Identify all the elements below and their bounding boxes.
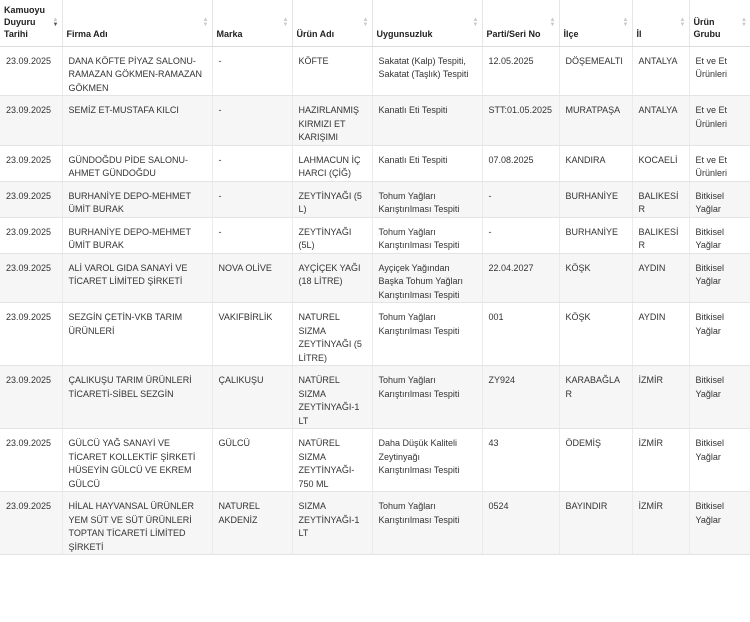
- cell-district: KANDIRA: [559, 145, 632, 181]
- cell-announcement-date: 23.09.2025: [0, 145, 62, 181]
- cell-nonconformity: Kanatlı Eti Tespiti: [372, 145, 482, 181]
- cell-product-group: Et ve Et Ürünleri: [689, 46, 750, 96]
- column-header-label: Uygunsuzluk: [376, 28, 433, 39]
- cell-brand: NATUREL AKDENİZ: [212, 492, 292, 555]
- table-row: [0, 303, 750, 366]
- cell-batch-no: 12.05.2025: [482, 46, 559, 96]
- column-header-label: Marka: [216, 28, 243, 39]
- cell-district: BURHANİYE: [559, 217, 632, 253]
- cell-batch-no: ZY924: [482, 366, 559, 429]
- column-header-label: Ürün Adı: [296, 28, 335, 39]
- cell-product-name: ZEYTİNYAĞI (5 L): [292, 181, 372, 217]
- cell-batch-no: -: [482, 217, 559, 253]
- cell-company-name: DANA KÖFTE PİYAZ SALONU-RAMAZAN GÖKMEN-RAMAZAN GÖKMEN: [62, 46, 212, 96]
- cell-batch-no: 43: [482, 429, 559, 492]
- column-header-announcement-date[interactable]: [0, 0, 62, 46]
- cell-nonconformity: Tohum Yağları Karıştırılması Tespiti: [372, 303, 482, 366]
- cell-nonconformity: Tohum Yağları Karıştırılması Tespiti: [372, 366, 482, 429]
- cell-announcement-date: 23.09.2025: [0, 303, 62, 366]
- cell-brand: ÇALIKUŞU: [212, 366, 292, 429]
- cell-batch-no: 0524: [482, 492, 559, 555]
- cell-product-group: Et ve Et Ürünleri: [689, 145, 750, 181]
- table-row: [0, 492, 750, 555]
- cell-batch-no: 22.04.2027: [482, 253, 559, 303]
- cell-product-group: Bitkisel Yağlar: [689, 217, 750, 253]
- column-header-label: Ürün Grubu: [693, 16, 721, 39]
- column-header-province[interactable]: [632, 0, 689, 46]
- cell-product-group: Bitkisel Yağlar: [689, 366, 750, 429]
- cell-announcement-date: 23.09.2025: [0, 492, 62, 555]
- sort-icon[interactable]: ▲ ▼: [679, 17, 686, 28]
- cell-announcement-date: 23.09.2025: [0, 366, 62, 429]
- cell-company-name: GÜNDOĞDU PİDE SALONU-AHMET GÜNDOĞDU: [62, 145, 212, 181]
- cell-district: ÖDEMİŞ: [559, 429, 632, 492]
- cell-province: BALIKESİR: [632, 181, 689, 217]
- table-row: [0, 217, 750, 253]
- cell-announcement-date: 23.09.2025: [0, 96, 62, 146]
- cell-brand: -: [212, 96, 292, 146]
- cell-company-name: SEMİZ ET-MUSTAFA KILCI: [62, 96, 212, 146]
- cell-nonconformity: Sakatat (Kalp) Tespiti, Sakatat (Taşlık) Tespiti: [372, 46, 482, 96]
- cell-product-group: Bitkisel Yağlar: [689, 429, 750, 492]
- table-row: [0, 429, 750, 492]
- cell-province: AYDIN: [632, 303, 689, 366]
- cell-nonconformity: Ayçiçek Yağından Başka Tohum Yağları Karıştırılması Tespiti: [372, 253, 482, 303]
- cell-product-group: Et ve Et Ürünleri: [689, 96, 750, 146]
- cell-company-name: GÜLCÜ YAĞ SANAYİ VE TİCARET KOLLEKTİF ŞİRKETİ HÜSEYİN GÜLCÜ VE EKREM GÜLCÜ: [62, 429, 212, 492]
- table-row: [0, 96, 750, 146]
- cell-product-group: Bitkisel Yağlar: [689, 253, 750, 303]
- cell-nonconformity: Kanatlı Eti Tespiti: [372, 96, 482, 146]
- cell-announcement-date: 23.09.2025: [0, 217, 62, 253]
- column-header-batch-no[interactable]: [482, 0, 559, 46]
- cell-district: DÖŞEMEALTI: [559, 46, 632, 96]
- cell-district: KARABAĞLAR: [559, 366, 632, 429]
- cell-brand: GÜLCÜ: [212, 429, 292, 492]
- sort-icon[interactable]: ▲ ▼: [741, 17, 747, 28]
- cell-announcement-date: 23.09.2025: [0, 429, 62, 492]
- cell-province: KOCAELİ: [632, 145, 689, 181]
- cell-district: KÖŞK: [559, 303, 632, 366]
- cell-province: ANTALYA: [632, 96, 689, 146]
- cell-product-name: ZEYTİNYAĞI (5L): [292, 217, 372, 253]
- table-row: [0, 366, 750, 429]
- cell-company-name: BURHANİYE DEPO-MEHMET ÜMİT BURAK: [62, 217, 212, 253]
- cell-brand: NOVA OLİVE: [212, 253, 292, 303]
- column-header-label: Kamuoyu Duyuru Tarihi: [4, 4, 46, 39]
- cell-company-name: HİLAL HAYVANSAL ÜRÜNLER YEM SÜT VE SÜT ÜRÜNLERİ TOPTAN TİCARETİ LİMİTED ŞİRKETİ: [62, 492, 212, 555]
- cell-product-name: LAHMACUN İÇ HARCI (ÇİĞ): [292, 145, 372, 181]
- column-header-label: Parti/Seri No: [486, 28, 541, 39]
- cell-company-name: ÇALIKUŞU TARIM ÜRÜNLERİ TİCARETİ-SİBEL SEZGİN: [62, 366, 212, 429]
- cell-product-name: SIZMA ZEYTİNYAĞI-1 LT: [292, 492, 372, 555]
- cell-announcement-date: 23.09.2025: [0, 181, 62, 217]
- cell-province: İZMİR: [632, 366, 689, 429]
- cell-product-name: NATUREL SIZMA ZEYTİNYAĞI (5 LİTRE): [292, 303, 372, 366]
- cell-district: BURHANİYE: [559, 181, 632, 217]
- cell-company-name: ALİ VAROL GIDA SANAYİ VE TİCARET LİMİTED ŞİRKETİ: [62, 253, 212, 303]
- column-header-label: Firma Adı: [66, 28, 108, 39]
- cell-brand: -: [212, 145, 292, 181]
- cell-district: BAYINDIR: [559, 492, 632, 555]
- table-row: [0, 253, 750, 303]
- sort-icon[interactable]: ▲ ▼: [52, 17, 59, 28]
- column-header-label: İlçe: [563, 28, 579, 39]
- column-header-brand[interactable]: [212, 0, 292, 46]
- cell-product-name: NATÜREL SIZMA ZEYTİNYAĞI-1 LT: [292, 366, 372, 429]
- sort-icon[interactable]: ▲ ▼: [622, 17, 629, 28]
- table-row: [0, 145, 750, 181]
- sort-icon[interactable]: ▲ ▼: [282, 17, 289, 28]
- column-header-district[interactable]: [559, 0, 632, 46]
- cell-brand: -: [212, 217, 292, 253]
- cell-nonconformity: Tohum Yağları Karıştırılması Tespiti: [372, 181, 482, 217]
- cell-product-group: Bitkisel Yağlar: [689, 181, 750, 217]
- cell-nonconformity: Tohum Yağları Karıştırılması Tespiti: [372, 217, 482, 253]
- cell-product-group: Bitkisel Yağlar: [689, 492, 750, 555]
- column-header-product-group[interactable]: [689, 0, 750, 46]
- column-header-label: İl: [636, 28, 642, 39]
- sort-icon[interactable]: ▲ ▼: [472, 17, 479, 28]
- column-header-company-name[interactable]: [62, 0, 212, 46]
- cell-batch-no: 07.08.2025: [482, 145, 559, 181]
- sort-icon[interactable]: ▲ ▼: [549, 17, 556, 28]
- cell-company-name: SEZGİN ÇETİN-VKB TARIM ÜRÜNLERİ: [62, 303, 212, 366]
- cell-announcement-date: 23.09.2025: [0, 46, 62, 96]
- cell-batch-no: 001: [482, 303, 559, 366]
- cell-brand: -: [212, 46, 292, 96]
- cell-product-group: Bitkisel Yağlar: [689, 303, 750, 366]
- cell-batch-no: -: [482, 181, 559, 217]
- cell-province: ANTALYA: [632, 46, 689, 96]
- cell-batch-no: STT:01.05.2025: [482, 96, 559, 146]
- table-body: [0, 46, 750, 555]
- cell-province: AYDIN: [632, 253, 689, 303]
- cell-province: İZMİR: [632, 429, 689, 492]
- column-header-product-name[interactable]: [292, 0, 372, 46]
- cell-brand: VAKIFBİRLİK: [212, 303, 292, 366]
- cell-brand: -: [212, 181, 292, 217]
- cell-announcement-date: 23.09.2025: [0, 253, 62, 303]
- cell-company-name: BURHANİYE DEPO-MEHMET ÜMİT BURAK: [62, 181, 212, 217]
- sort-icon[interactable]: ▲ ▼: [202, 17, 209, 28]
- cell-province: İZMİR: [632, 492, 689, 555]
- cell-province: BALIKESİR: [632, 217, 689, 253]
- cell-district: KÖŞK: [559, 253, 632, 303]
- table-row: [0, 181, 750, 217]
- cell-product-name: KÖFTE: [292, 46, 372, 96]
- table-header-row: [0, 0, 750, 46]
- cell-nonconformity: Tohum Yağları Karıştırılması Tespiti: [372, 492, 482, 555]
- cell-product-name: AYÇİÇEK YAĞI (18 LİTRE): [292, 253, 372, 303]
- cell-district: MURATPAŞA: [559, 96, 632, 146]
- column-header-nonconformity[interactable]: [372, 0, 482, 46]
- cell-product-name: HAZIRLANMIŞ KIRMIZI ET KARIŞIMI: [292, 96, 372, 146]
- table-row: [0, 46, 750, 96]
- sort-icon[interactable]: ▲ ▼: [362, 17, 369, 28]
- cell-nonconformity: Daha Düşük Kaliteli Zeytinyağı Karıştırılması Tespiti: [372, 429, 482, 492]
- cell-product-name: NATÜREL SIZMA ZEYTİNYAĞI-750 ML: [292, 429, 372, 492]
